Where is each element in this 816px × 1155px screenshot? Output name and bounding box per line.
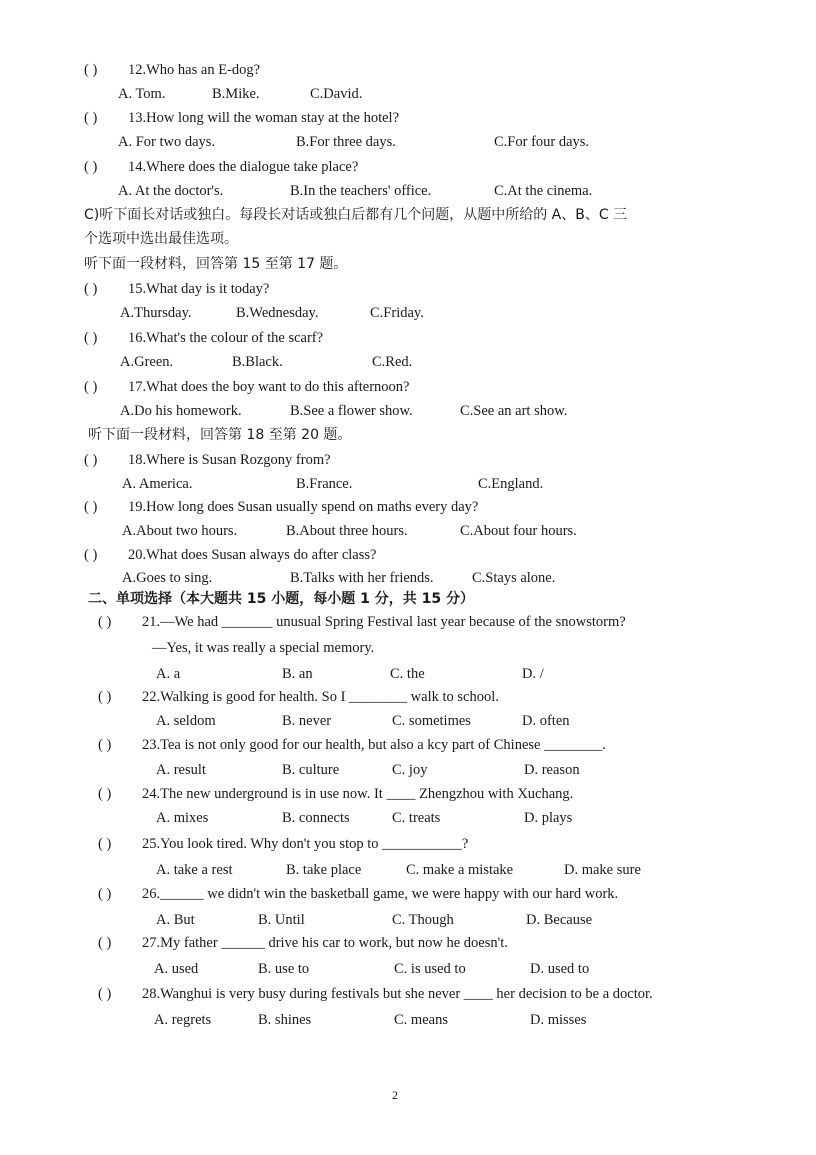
- answer-blank[interactable]: ( ): [98, 986, 112, 1002]
- option-b: B. Until: [258, 912, 305, 928]
- option-a: A. take a rest: [156, 862, 233, 878]
- question-19: [84, 497, 478, 517]
- question-26: [98, 884, 618, 904]
- answer-blank[interactable]: ( ): [84, 330, 98, 346]
- option-d: D. often: [522, 713, 570, 729]
- question-24: [98, 784, 573, 804]
- option-a: A. a: [156, 666, 181, 682]
- option-c: C.About four hours.: [460, 523, 577, 539]
- section-c-instruction: C)听下面长对话或独白。每段长对话或独白后都有几个问题，从题中所给的 A、B、C 三: [84, 207, 628, 223]
- question-15: [84, 279, 269, 299]
- option-a: A. Tom.: [118, 86, 166, 102]
- question-stem: 14.Where does the dialogue take place?: [128, 159, 359, 175]
- answer-blank[interactable]: ( ): [98, 737, 112, 753]
- option-b: B. culture: [282, 762, 340, 778]
- answer-blank[interactable]: ( ): [98, 786, 112, 802]
- option-c: C. the: [390, 666, 425, 682]
- option-a: A. mixes: [156, 810, 209, 826]
- material-instruction-2: 听下面一段材料，回答第 18 至第 20 题。: [88, 427, 352, 443]
- option-a: A.About two hours.: [122, 523, 238, 539]
- question-13: [84, 108, 399, 128]
- option-d: D. make sure: [564, 862, 641, 878]
- option-a: A. seldom: [156, 713, 216, 729]
- question-14: [84, 157, 358, 177]
- answer-blank[interactable]: ( ): [84, 281, 98, 297]
- question-28: [98, 984, 653, 1004]
- option-d: D. plays: [524, 810, 573, 826]
- question-stem: 18.Where is Susan Rozgony from?: [128, 452, 331, 468]
- option-d: D. Because: [526, 912, 593, 928]
- question-16: [84, 328, 323, 348]
- question-stem: 21.—We had _______ unusual Spring Festival last year because of the snowstorm?: [142, 614, 626, 630]
- question-stem: 24.The new underground is in use now. It ____ Zhengzhou with Xuchang.: [142, 786, 574, 802]
- option-b: B.France.: [296, 476, 353, 492]
- question-stem-reply: —Yes, it was really a special memory.: [152, 640, 375, 656]
- option-c: C.See an art show.: [460, 403, 568, 419]
- section-2-heading: 二、单项选择（本大题共 15 小题，每小题 1 分，共 15 分）: [88, 591, 474, 607]
- question-stem: 28.Wanghui is very busy during festivals but she never ____ her decision to be a doctor.: [142, 986, 653, 1002]
- option-b: B. take place: [286, 862, 362, 878]
- answer-blank[interactable]: ( ): [98, 886, 112, 902]
- option-d: D. /: [522, 666, 544, 682]
- question-stem: 26.______ we didn't win the basketball game, we were happy with our hard work.: [142, 886, 619, 902]
- option-b: B.For three days.: [296, 134, 396, 150]
- option-c: C.England.: [478, 476, 544, 492]
- option-b: B.See a flower show.: [290, 403, 413, 419]
- option-a: A.Green.: [120, 354, 174, 370]
- option-b: B. an: [282, 666, 313, 682]
- answer-blank[interactable]: ( ): [84, 62, 98, 78]
- option-c: C.At the cinema.: [494, 183, 593, 199]
- answer-blank[interactable]: ( ): [84, 379, 98, 395]
- option-b: B.About three hours.: [286, 523, 408, 539]
- option-b: B. use to: [258, 961, 310, 977]
- option-a: A. regrets: [154, 1012, 212, 1028]
- question-stem: 15.What day is it today?: [128, 281, 270, 297]
- answer-blank[interactable]: ( ): [84, 547, 98, 563]
- option-a: A.Do his homework.: [120, 403, 242, 419]
- question-25: [98, 834, 468, 854]
- question-stem: 19.How long does Susan usually spend on maths every day?: [128, 499, 479, 515]
- option-a: A. America.: [122, 476, 193, 492]
- page-number: 2: [392, 1088, 398, 1102]
- option-c: C.Red.: [372, 354, 413, 370]
- answer-blank[interactable]: ( ): [84, 110, 98, 126]
- option-b: B.Black.: [232, 354, 283, 370]
- option-b: B.In the teachers' office.: [290, 183, 432, 199]
- option-d: D. reason: [524, 762, 580, 778]
- question-stem: 20.What does Susan always do after class?: [128, 547, 377, 563]
- question-stem: 23.Tea is not only good for our health, but also a kcy part of Chinese ________.: [142, 737, 606, 753]
- option-b: B.Wednesday.: [236, 305, 319, 321]
- option-c: C. joy: [392, 762, 428, 778]
- option-c: C. means: [394, 1012, 448, 1028]
- option-c: C. sometimes: [392, 713, 471, 729]
- question-stem: 22.Walking is good for health. So I ________ walk to school.: [142, 689, 499, 705]
- option-a: A. result: [156, 762, 206, 778]
- option-c: C. treats: [392, 810, 441, 826]
- question-stem: 27.My father ______ drive his car to work, but now he doesn't.: [142, 935, 508, 951]
- question-stem: 16.What's the colour of the scarf?: [128, 330, 324, 346]
- option-b: B. connects: [282, 810, 350, 826]
- option-d: D. used to: [530, 961, 590, 977]
- question-stem: 25.You look tired. Why don't you stop to ___________?: [142, 836, 469, 852]
- option-b: B.Mike.: [212, 86, 260, 102]
- option-c: C.Friday.: [370, 305, 424, 321]
- option-c: C.Stays alone.: [472, 570, 556, 586]
- answer-blank[interactable]: ( ): [98, 689, 112, 705]
- option-c: C.David.: [310, 86, 363, 102]
- answer-blank[interactable]: ( ): [98, 614, 112, 630]
- option-a: A. At the doctor's.: [118, 183, 224, 199]
- section-c-instruction-cont: 个选项中选出最佳选项。: [84, 231, 238, 247]
- answer-blank[interactable]: ( ): [98, 836, 112, 852]
- option-a: A.Thursday.: [120, 305, 192, 321]
- option-c: C. is used to: [394, 961, 466, 977]
- answer-blank[interactable]: ( ): [84, 159, 98, 175]
- answer-blank[interactable]: ( ): [84, 499, 98, 515]
- option-b: B.Talks with her friends.: [290, 570, 434, 586]
- option-c: C. Though: [392, 912, 454, 928]
- question-27: [98, 933, 508, 953]
- material-instruction-1: 听下面一段材料，回答第 15 至第 17 题。: [84, 256, 348, 272]
- question-20: [84, 545, 376, 565]
- question-17: [84, 377, 409, 397]
- question-22: [98, 687, 499, 707]
- question-23: [98, 735, 606, 755]
- option-a: A. But: [156, 912, 195, 928]
- option-d: D. misses: [530, 1012, 587, 1028]
- option-b: B. never: [282, 713, 332, 729]
- option-b: B. shines: [258, 1012, 312, 1028]
- option-c: C. make a mistake: [406, 862, 514, 878]
- question-12: [84, 60, 260, 80]
- option-c: C.For four days.: [494, 134, 590, 150]
- answer-blank[interactable]: ( ): [98, 935, 112, 951]
- answer-blank[interactable]: ( ): [84, 452, 98, 468]
- question-18: [84, 450, 331, 470]
- question-stem: 13.How long will the woman stay at the hotel?: [128, 110, 400, 126]
- question-stem: 12.Who has an E-dog?: [128, 62, 261, 78]
- question-stem: 17.What does the boy want to do this afternoon?: [128, 379, 410, 395]
- question-21: [98, 612, 626, 632]
- option-a: A. For two days.: [118, 134, 216, 150]
- option-a: A.Goes to sing.: [122, 570, 213, 586]
- option-a: A. used: [154, 961, 199, 977]
